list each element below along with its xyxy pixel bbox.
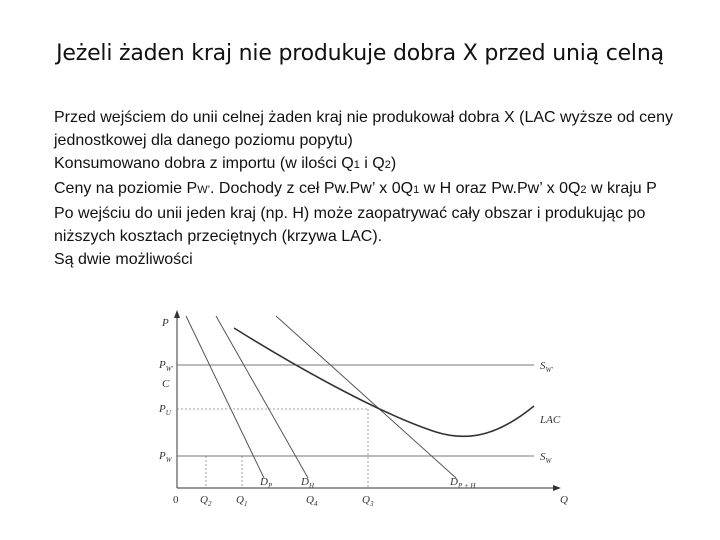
paragraph-after-union: Po wejściu do unii jeden kraj (np. H) może zaopatrywać cały obszar i produkując po niższych kosztach przeciętnych (krzywa LAC). (54, 205, 646, 245)
label-dph: $D_{P + H}$ (450, 476, 476, 490)
x-axis-arrow (553, 485, 561, 491)
label-dh: $D_H$ (301, 476, 315, 490)
origin-label: 0 (173, 494, 179, 506)
label-dp: $D_P$ (260, 476, 273, 490)
slide-title: Jeżeli żaden kraj nie produkuje dobra X przed unią celną (56, 40, 664, 66)
dp-curve (186, 316, 264, 478)
y-axis-label: P (162, 317, 169, 329)
dh-curve (216, 316, 308, 478)
lac-curve (234, 328, 534, 436)
label-c: C (162, 378, 170, 390)
label-pw: $P_W$ (159, 450, 172, 464)
label-q4: $Q_4$ (306, 494, 318, 508)
label-q1: $Q_1$ (236, 494, 248, 508)
lac-diagram (156, 298, 586, 520)
dph-curve (276, 316, 456, 478)
y-axis-arrow (174, 310, 180, 318)
label-sw: $S_W$ (540, 451, 552, 465)
label-lac: LAC (540, 414, 561, 426)
x-axis-label: Q (560, 494, 568, 506)
label-pu: $P_U$ (159, 403, 171, 417)
label-q3: $Q_3$ (362, 494, 374, 508)
paragraph-prices-revenue: Ceny na poziomie PW’. Dochody z ceł Pw.Pw’ x 0Q1 w H oraz Pw.Pw’ x 0Q2 w kraju P (54, 180, 657, 197)
slide-body (54, 106, 694, 271)
paragraph-two-possibilities: Są dwie możliwości (54, 251, 193, 268)
label-q2: $Q_2$ (200, 494, 212, 508)
paragraph-before-union: Przed wejściem do unii celnej żaden kraj nie produkował dobra X (LAC wyższe od ceny jednostkowej dla danego poziomu popytu) (54, 109, 673, 149)
label-pw-prime: $P_{W'}$ (159, 359, 174, 373)
paragraph-imports: Konsumowano dobra z importu (w ilości Q1 i Q2) (54, 155, 397, 172)
label-sw-prime: $S_{W'}$ (540, 360, 553, 374)
